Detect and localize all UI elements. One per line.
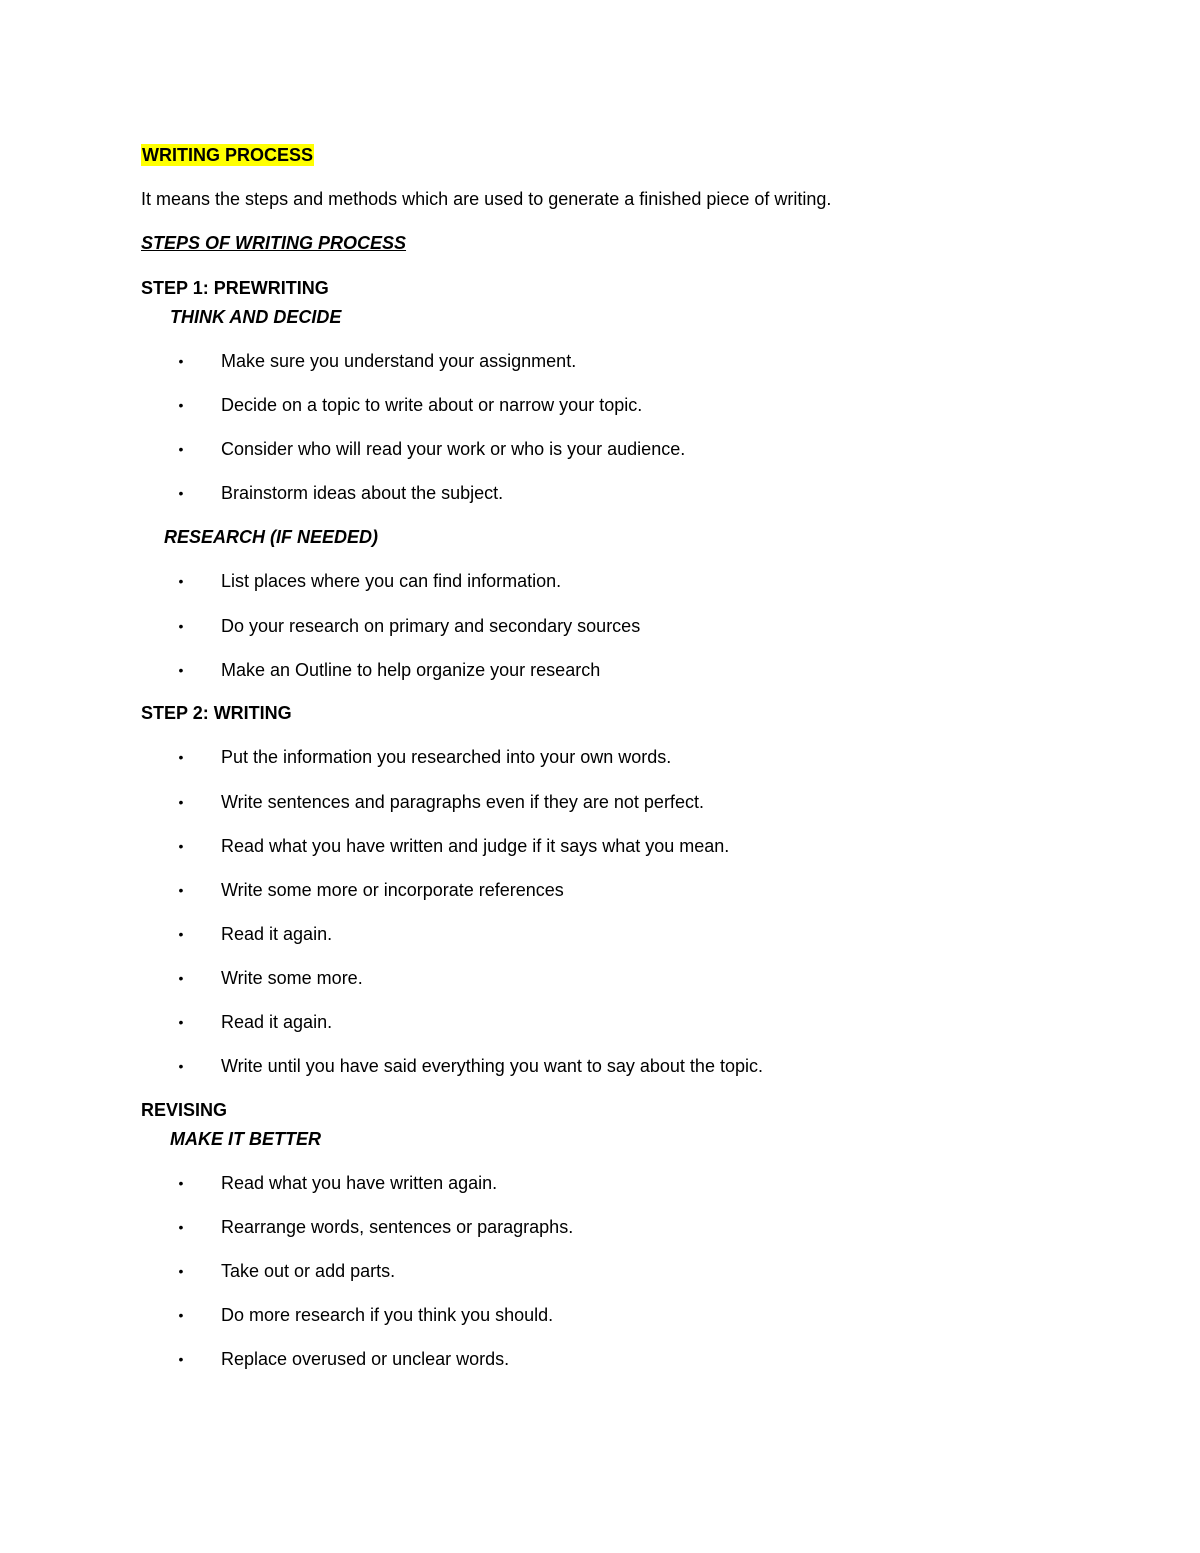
list-item-text: Consider who will read your work or who is your audience. [221,439,686,459]
bullet-icon: • [178,794,184,810]
list-item-text: Put the information you researched into your own words. [221,747,672,767]
list-item-text: Take out or add parts. [221,1261,396,1281]
step1-heading: STEP 1: PREWRITING [141,278,329,298]
bullet-icon: • [178,618,184,634]
bullet-icon: • [178,926,184,942]
list-item-text: Do more research if you think you should. [221,1305,554,1325]
bullet-icon: • [178,397,184,413]
bullet-icon: • [178,1058,184,1074]
list-item-text: Do your research on primary and secondary sources [221,616,641,636]
bullet-icon: • [178,1263,184,1279]
bullet-icon: • [178,662,184,678]
make-it-better-subheading: MAKE IT BETTER [170,1129,321,1149]
step2-heading: STEP 2: WRITING [141,703,292,723]
list-item-text: Read it again. [221,924,333,944]
list-item-text: Make an Outline to help organize your research [221,660,601,680]
bullet-icon: • [178,838,184,854]
bullet-icon: • [178,1307,184,1323]
research-subheading: RESEARCH (IF NEEDED) [164,527,379,547]
list-item-text: Rearrange words, sentences or paragraphs. [221,1217,574,1237]
bullet-icon: • [178,573,184,589]
list-item-text: Read what you have written and judge if it says what you mean. [221,836,730,856]
bullet-icon: • [178,970,184,986]
list-item-text: Replace overused or unclear words. [221,1349,510,1369]
bullet-icon: • [178,441,184,457]
bullet-icon: • [178,1175,184,1191]
intro-paragraph: It means the steps and methods which are used to generate a finished piece of writing. [141,189,832,209]
bullet-icon: • [178,1219,184,1235]
list-item-text: Read what you have written again. [221,1173,498,1193]
bullet-icon: • [178,1014,184,1030]
revising-heading: REVISING [141,1100,228,1120]
bullet-icon: • [178,485,184,501]
list-item-text: List places where you can find information. [221,571,562,591]
bullet-icon: • [178,749,184,765]
think-decide-subheading: THINK AND DECIDE [170,307,342,327]
bullet-icon: • [178,353,184,369]
list-item-text: Write some more or incorporate references [221,880,564,900]
list-item-text: Brainstorm ideas about the subject. [221,483,504,503]
list-item-text: Write sentences and paragraphs even if they are not perfect. [221,792,704,812]
list-item-text: Write until you have said everything you want to say about the topic. [221,1056,763,1076]
list-item-text: Read it again. [221,1012,333,1032]
list-item-text: Decide on a topic to write about or narrow your topic. [221,395,643,415]
list-item-text: Make sure you understand your assignment. [221,351,577,371]
document-title: WRITING PROCESS [142,145,314,165]
steps-heading: STEPS OF WRITING PROCESS [141,233,407,253]
list-item-text: Write some more. [221,968,363,988]
bullet-icon: • [178,882,184,898]
bullet-icon: • [178,1351,184,1367]
